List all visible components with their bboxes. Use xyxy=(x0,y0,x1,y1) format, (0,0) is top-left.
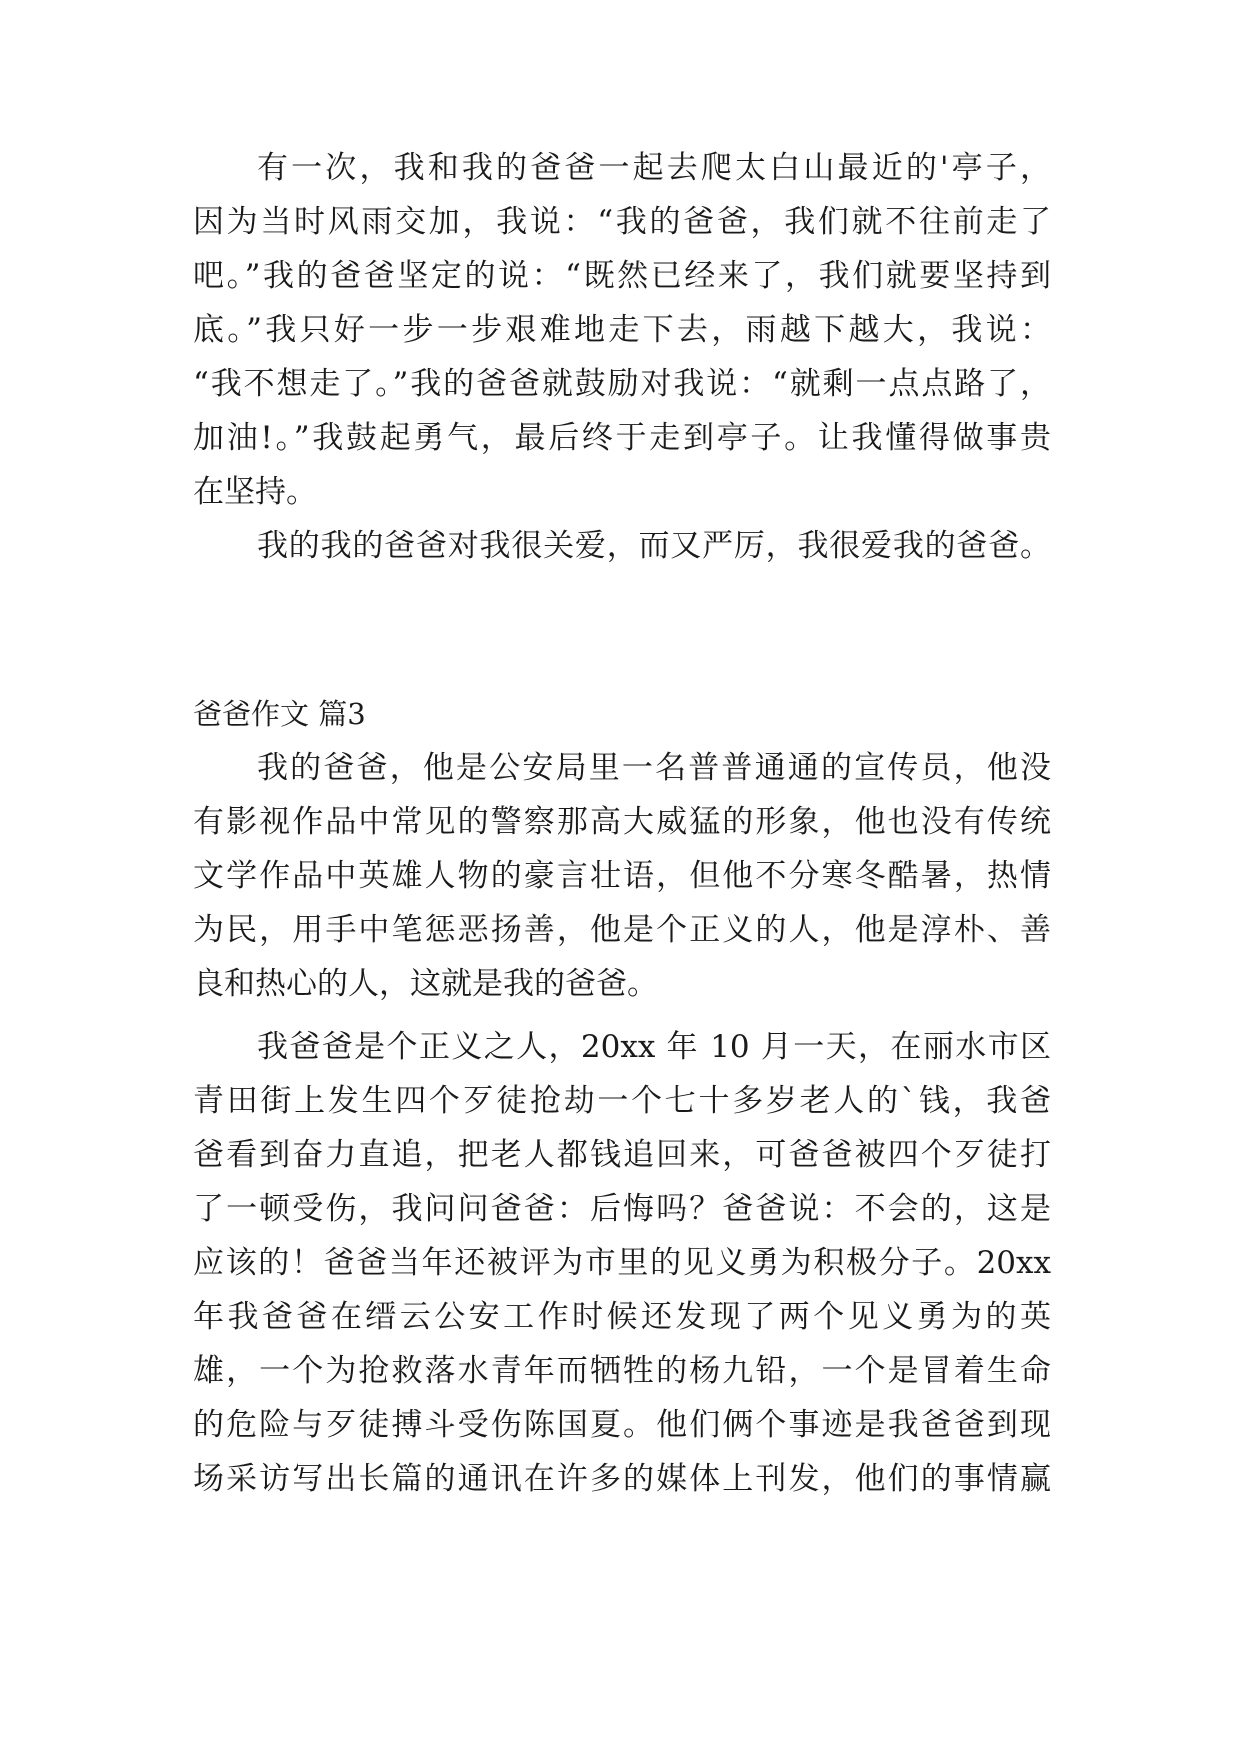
paragraph-4-line-1: 我爸爸是个正义之人，20xx 年 10 月一天，在丽水市区 xyxy=(257,1029,1051,1065)
paragraph-3-line-4: 为民，用手中笔惩恶扬善，他是个正义的人，他是淳朴、善 xyxy=(193,912,1051,948)
paragraph-1-line-2: 因为当时风雨交加，我说：“我的爸爸，我们就不往前走了 xyxy=(193,204,1051,240)
paragraph-4-line-3: 爸看到奋力直追，把老人都钱追回来，可爸爸被四个歹徒打 xyxy=(193,1137,1051,1173)
paragraph-4-line-8: 的危险与歹徒搏斗受伤陈国夏。他们俩个事迹是我爸爸到现 xyxy=(193,1407,1051,1443)
paragraph-4-line-6: 年我爸爸在缙云公安工作时候还发现了两个见义勇为的英 xyxy=(193,1299,1051,1335)
section-heading: 爸爸作文 篇3 xyxy=(193,697,366,731)
paragraph-4-line-9: 场采访写出长篇的通讯在许多的媒体上刊发，他们的事情赢 xyxy=(193,1461,1051,1497)
paragraph-3-line-5: 良和热心的人，这就是我的爸爸。 xyxy=(193,966,658,1002)
paragraph-1-line-4: 底。”我只好一步一步艰难地走下去，雨越下越大，我说： xyxy=(193,312,1051,348)
paragraph-1-line-5: “我不想走了。”我的爸爸就鼓励对我说：“就剩一点点路了， xyxy=(193,366,1051,402)
paragraph-1-line-3: 吧。”我的爸爸坚定的说：“既然已经来了，我们就要坚持到 xyxy=(193,258,1051,294)
paragraph-2-line-1: 我的我的爸爸对我很关爱，而又严厉，我很爱我的爸爸。 xyxy=(257,528,1051,564)
paragraph-3-line-2: 有影视作品中常见的警察那高大威猛的形象，他也没有传统 xyxy=(193,804,1051,840)
paragraph-3-line-3: 文学作品中英雄人物的豪言壮语，但他不分寒冬酷暑，热情 xyxy=(193,858,1051,894)
paragraph-1-line-7: 在坚持。 xyxy=(193,474,317,510)
paragraph-1-line-6: 加油!。”我鼓起勇气，最后终于走到亭子。让我懂得做事贵 xyxy=(193,420,1051,456)
paragraph-4-line-7: 雄，一个为抢救落水青年而牺牲的杨九铅，一个是冒着生命 xyxy=(193,1353,1051,1389)
paragraph-4-line-5: 应该的！爸爸当年还被评为市里的见义勇为积极分子。20xx xyxy=(193,1245,1051,1281)
paragraph-1-line-1: 有一次，我和我的爸爸一起去爬太白山最近的'亭子， xyxy=(257,150,1051,186)
paragraph-4-line-2: 青田街上发生四个歹徒抢劫一个七十多岁老人的`钱，我爸 xyxy=(193,1083,1051,1119)
paragraph-4-line-4: 了一顿受伤，我问问爸爸：后悔吗？爸爸说：不会的，这是 xyxy=(193,1191,1051,1227)
paragraph-3-line-1: 我的爸爸，他是公安局里一名普普通通的宣传员，他没 xyxy=(257,750,1051,786)
